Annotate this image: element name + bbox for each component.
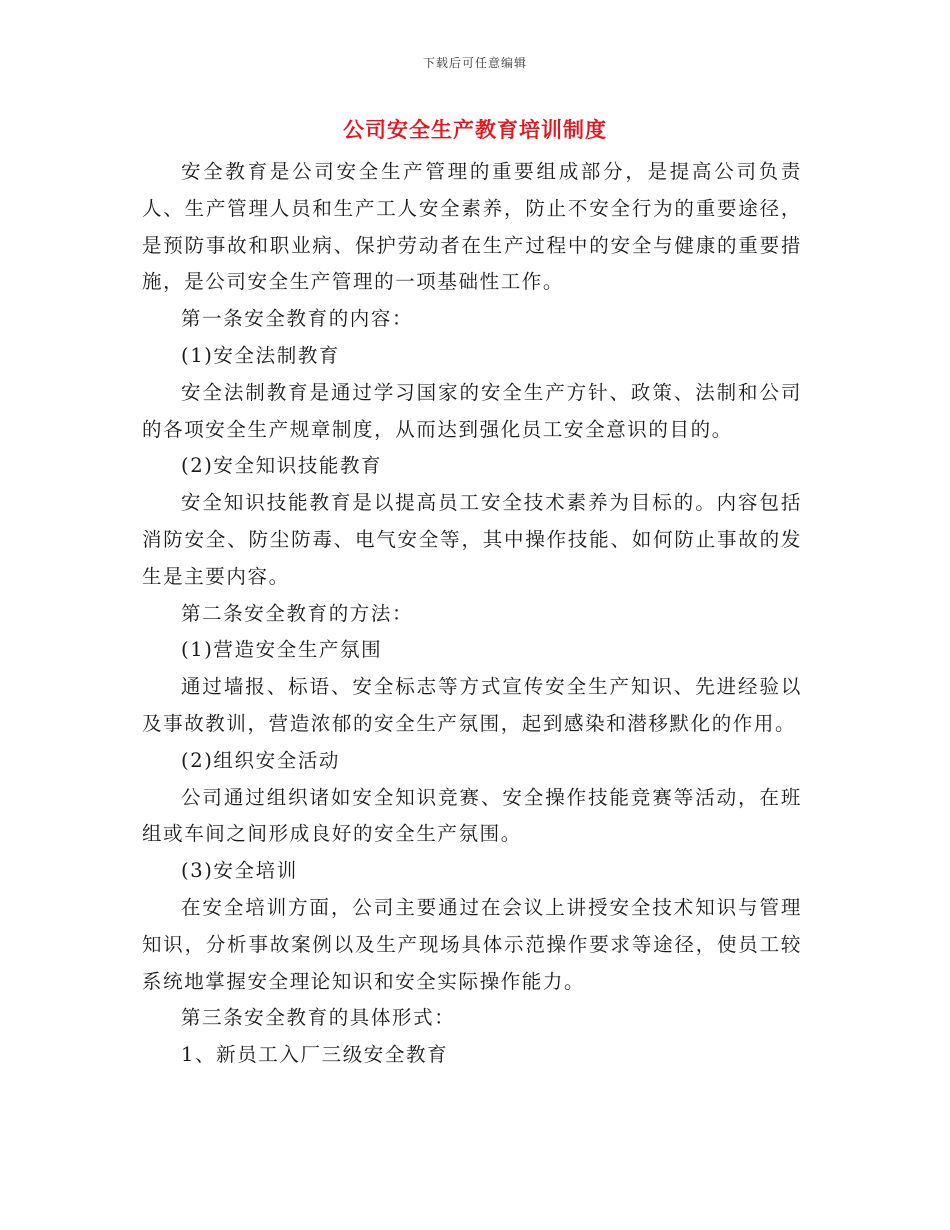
subheading-atmosphere: (1)营造安全生产氛围 [181, 638, 383, 662]
section-heading-2: 第二条安全教育的方法： [181, 601, 414, 625]
subheading-legal-education: (1)安全法制教育 [181, 343, 341, 367]
section-heading-3: 第三条安全教育的具体形式： [181, 1006, 456, 1030]
header-note: 下载后可任意编辑 [422, 56, 527, 70]
document-title: 公司安全生产教育培训制度 [343, 117, 607, 142]
paragraph-atmosphere: 通过墙报、标语、安全标志等方式宣传安全生产知识、先进经验以及事故教训，营造浓郁的安全生产氛围，起到感染和潜移默化的作用。 [142, 675, 802, 735]
paragraph-activities: 公司通过组织诸如安全知识竞赛、安全操作技能竞赛等活动，在班组或车间之间形成良好的安全生产氛围。 [142, 785, 802, 846]
document-body [142, 154, 802, 1074]
section-heading-1: 第一条安全教育的内容： [181, 307, 414, 331]
paragraph-legal-education: 安全法制教育是通过学习国家的安全生产方针、政策、法制和公司的各项安全生产规章制度，从而达到强化员工安全意识的目的。 [142, 380, 802, 441]
list-item-new-employee: 1、新员工入厂三级安全教育 [181, 1043, 449, 1067]
paragraph-training: 在安全培训方面，公司主要通过在会议上讲授安全技术知识与管理知识，分析事故案例以及生产现场具体示范操作要求等途径，使员工较系统地掌握安全理论知识和安全实际操作能力。 [142, 895, 802, 993]
subheading-training: (3)安全培训 [181, 859, 298, 883]
subheading-skills-education: (2)安全知识技能教育 [181, 454, 383, 478]
subheading-activities: (2)组织安全活动 [181, 748, 341, 772]
paragraph-intro: 安全教育是公司安全生产管理的重要组成部分，是提高公司负责人、生产管理人员和生产工人安全素养，防止不安全行为的重要途径，是预防事故和职业病、保护劳动者在生产过程中的安全与健康的重要措施，是公司安全生产管理的一项基础性工作。 [142, 160, 802, 294]
paragraph-skills-education: 安全知识技能教育是以提高员工安全技术素养为目标的。内容包括消防安全、防尘防毒、电气安全等，其中操作技能、如何防止事故的发生是主要内容。 [142, 491, 802, 588]
